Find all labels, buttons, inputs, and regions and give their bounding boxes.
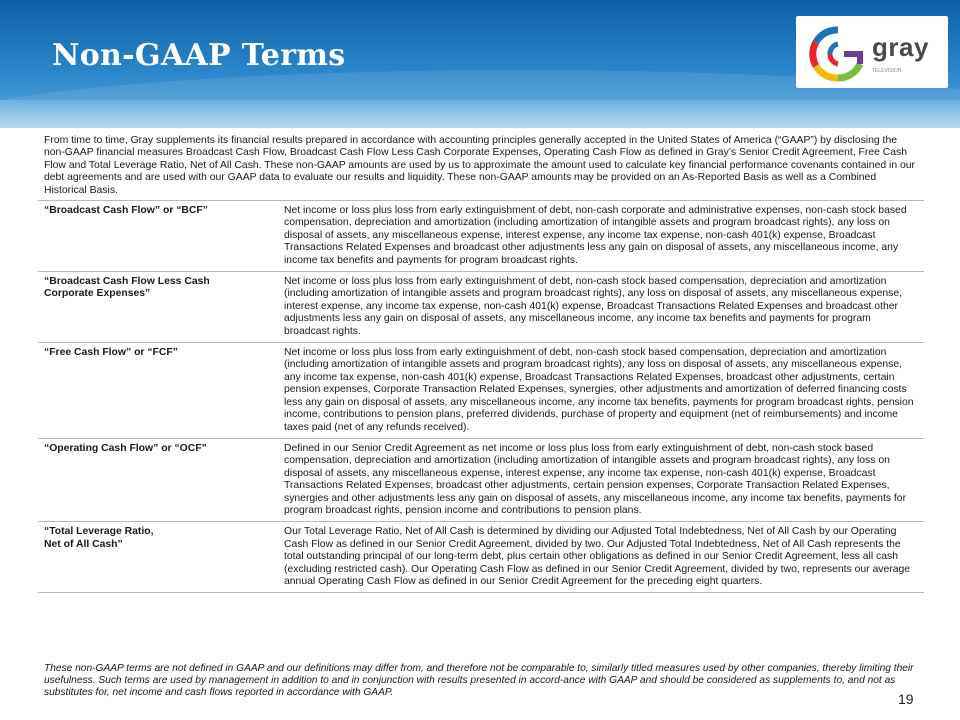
- terms-table: [38, 200, 924, 593]
- term-name: “Total Leverage Ratio, Net of All Cash”: [44, 526, 154, 550]
- slide-title: Non-GAAP Terms: [52, 38, 346, 73]
- logo-mark-icon: [804, 24, 872, 84]
- term-name: “Operating Cash Flow” or “OCF”: [44, 442, 207, 454]
- logo-wordmark: gray: [872, 32, 929, 62]
- term-name: “Broadcast Cash Flow Less Cash Corporate Expenses”: [44, 276, 210, 300]
- footer-disclaimer: These non-GAAP terms are not defined in GAAP and our definitions may differ from, and therefore not be comparable to, similarly titled measures used by other companies, thereby limiting their usefulness. Such terms are used by management in addition to and in conjunction with results presented in accord-ance with GAAP and should be considered as supplements to, and not as substitutes for, net income and cash flows reported in accordance with GAAP.: [44, 663, 914, 699]
- term-definition: Our Total Leverage Ratio, Net of All Cash is determined by dividing our Adjusted Total Indebtedness, Net of All Cash by our Operating Cash Flow as defined in our Senior Credit Agreement, divided by two. Our Adjusted Total Indebtedness, Net of All Cash represents the total outstanding principal of our long-term debt, plus certain other obligations as defined in our Senior Credit Agreement, less all cash (excluding restricted cash). Our Operating Cash Flow as defined in our Senior Credit Agreement, divided by two, represents our average annual Operating Cash Flow as defined in our Senior Credit Agreement for the preceding eight quarters.: [284, 526, 911, 587]
- term-definition: Net income or loss plus loss from early extinguishment of debt, non-cash stock based compensation, depreciation and amortization (including amortization of intangible assets and program broadcast rights), any loss on disposal of assets, any miscellaneous expense, any income tax expense, non-cash 401(k) expense, Broadcast Transactions Related Expenses, broadcast other adjustments, certain pension expenses, Corporate Transaction Related Expenses, synergies, other adjustments and amortization of deferred financing costs less any gain on disposal of assets, any miscellaneous income, any income tax benefits, payments for program broadcast rights, pension income, contributions to pension plans, preferred dividends, purchase of property and equipment (net of reimbursements) and income taxes paid (net of any refunds received).: [284, 347, 914, 433]
- term-row: [38, 271, 924, 342]
- term-row: [38, 438, 924, 521]
- logo-tagline: TELEVISION: [872, 68, 902, 74]
- term-row: [38, 200, 924, 271]
- term-row: [38, 521, 924, 593]
- term-row: [38, 342, 924, 438]
- term-name: “Free Cash Flow” or “FCF”: [44, 347, 178, 359]
- slide-header: [0, 0, 960, 128]
- term-definition: Net income or loss plus loss from early extinguishment of debt, non-cash corporate and administrative expenses, non-cash stock based compensation, depreciation and amortization (including amortization of intangible assets and program broadcast rights), any loss on disposal of assets, any miscellaneous expense, interest expense, any income tax expense, non-cash 401(k) expense, Broadcast Transactions Related Expenses and broadcast other adjustments less any gain on disposal of assets, any miscellaneous income, any income tax benefits and payments for program broadcast rights.: [284, 205, 907, 266]
- page-number: 19: [898, 691, 914, 707]
- intro-paragraph: From time to time, Gray supplements its financial results prepared in accordance with accounting principles generally accepted in the United States of America (“GAAP”) by disclosing the non-GAAP financial measures Broadcast Cash Flow, Broadcast Cash Flow Less Cash Corporate Expenses, Operating Cash Flow as defined in Gray’s Senior Credit Agreement, Free Cash Flow and Total Leverage Ratio, Net of All Cash. These non-GAAP amounts are used by us to approximate the amount used to calculate key financial performance covenants contained in our debt agreements and are used with our GAAP data to evaluate our results and liquidity. These non-GAAP amounts may be provided on an As-Reported Basis as well as a Combined Historical Basis.: [44, 135, 916, 196]
- header-band: [0, 100, 960, 128]
- gray-logo: [796, 16, 948, 88]
- term-definition: Net income or loss plus loss from early extinguishment of debt, non-cash stock based compensation, depreciation and amortization (including amortization of intangible assets and program broadcast rights), any loss on disposal of assets, any miscellaneous expense, interest expense, any income tax expense, non-cash 401(k) expense, Broadcast Transactions Related Expenses and broadcast other adjustments less any gain on disposal of assets, any miscellaneous income, any income tax benefits and payments for program broadcast rights.: [284, 276, 902, 337]
- term-definition: Defined in our Senior Credit Agreement as net income or loss plus loss from early extinguishment of debt, non-cash stock based compensation, depreciation and amortization (including amortization of intangible assets and program broadcast rights), any loss on disposal of assets, any miscellaneous expense, interest expense, any income tax expense, non-cash 401(k) expense, Broadcast Transactions Related Expenses, broadcast other adjustments, certain pension expenses, Corporate Transaction Related Expenses, synergies and other adjustments less any gain on disposal of assets, any miscellaneous income, any income tax benefits, payments for program broadcast rights, pension income and contributions to pension plans.: [284, 442, 907, 516]
- term-name: “Broadcast Cash Flow” or “BCF”: [44, 205, 208, 216]
